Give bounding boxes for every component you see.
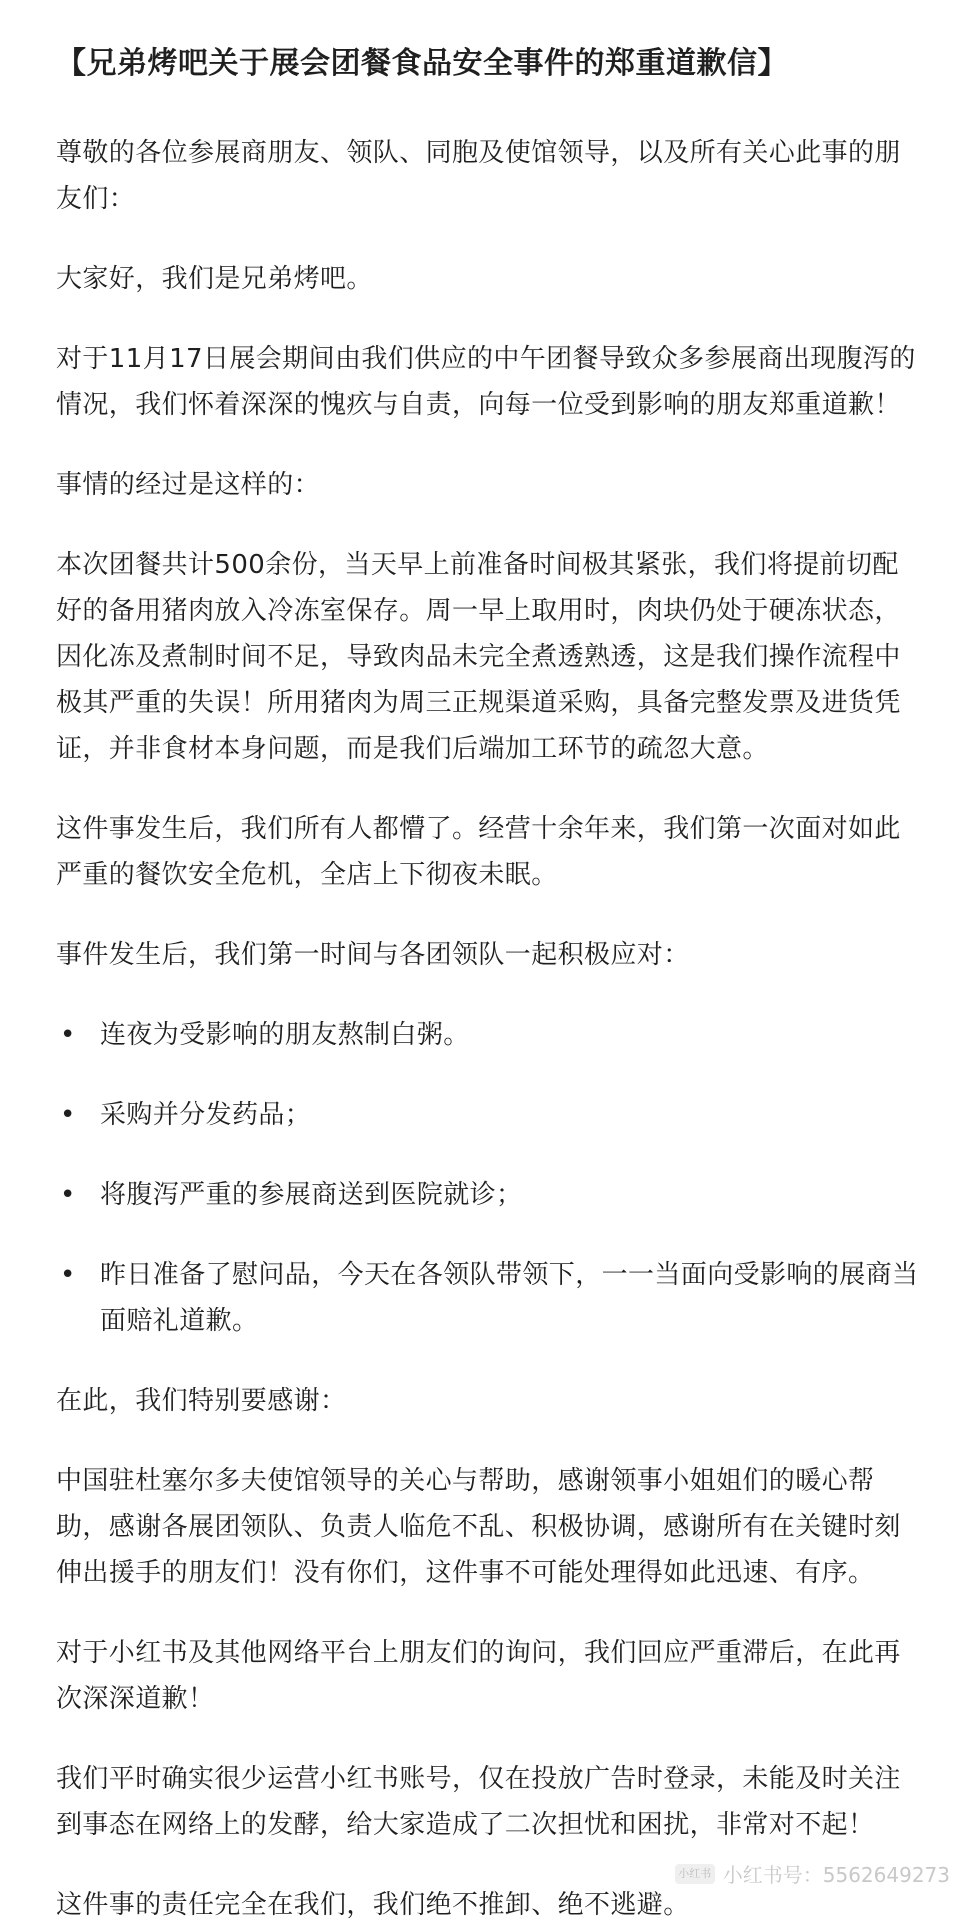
watermark — [675, 1859, 950, 1888]
incident-detail-paragraph: 本次团餐共计500余份，当天早上前准备时间极其紧张，我们将提前切配好的备用猪肉放入冷冻室保存。周一早上取用时，肉块仍处于硬冻状态，因化冻及煮制时间不足，导致肉品未完全煮透熟透，这是我们操作流程中极其严重的失误！所用猪肉为周三正规渠道采购，具备完整发票及进货凭证，并非食材本身问题，而是我们后端加工环节的疏忽大意。 — [56, 550, 901, 764]
list-item-text: 采购并分发药品； — [100, 1100, 312, 1130]
bullet-marker: • — [60, 1100, 76, 1130]
incident-intro-paragraph: 事情的经过是这样的： — [56, 470, 321, 500]
aftermath-paragraph: 这件事发生后，我们所有人都懵了。经营十余年来，我们第一次面对如此严重的餐饮安全危机，全店上下彻夜未眠。 — [56, 814, 901, 890]
responsibility-paragraph: 这件事的责任完全在我们，我们绝不推卸、绝不逃避。 — [56, 1890, 690, 1920]
list-item — [56, 1092, 920, 1138]
bullet-marker: • — [60, 1020, 76, 1050]
xiaohongshu-logo-icon: 小红书 — [675, 1864, 715, 1884]
list-item — [56, 1172, 920, 1218]
thanks-paragraph: 中国驻杜塞尔多夫使馆领导的关心与帮助，感谢领事小姐姐们的暖心帮助，感谢各展团领队、负责人临危不乱、积极协调，感谢所有在关键时刻伸出援手的朋友们！没有你们，这件事不可能处理得如此迅速、有序。 — [56, 1466, 901, 1588]
list-item-text: 昨日准备了慰问品，今天在各领队带领下，一一当面向受影响的展商当面赔礼道歉。 — [100, 1260, 919, 1336]
thanks-intro-paragraph: 在此，我们特别要感谢： — [56, 1386, 347, 1416]
apology-paragraph: 对于11月17日展会期间由我们供应的中午团餐导致众多参展商出现腹泻的情况，我们怀着深深的愧疚与自责，向每一位受到影响的朋友郑重道歉！ — [56, 344, 916, 420]
list-item-text: 将腹泻严重的参展商送到医院就诊； — [100, 1180, 523, 1210]
bullet-marker: • — [60, 1260, 76, 1290]
salutation-paragraph: 尊敬的各位参展商朋友、领队、同胞及使馆领导，以及所有关心此事的朋友们： — [56, 138, 901, 214]
response-intro-paragraph: 事件发生后，我们第一时间与各团领队一起积极应对： — [56, 940, 690, 970]
greeting-paragraph: 大家好，我们是兄弟烤吧。 — [56, 264, 373, 294]
watermark-text: 小红书号：5562649273 — [722, 1863, 950, 1887]
account-explanation-paragraph: 我们平时确实很少运营小红书账号，仅在投放广告时登录，未能及时关注到事态在网络上的发酵，给大家造成了二次担忧和困扰，非常对不起！ — [56, 1764, 901, 1840]
list-item-text: 连夜为受影响的朋友熬制白粥。 — [100, 1020, 470, 1050]
online-apology-paragraph: 对于小红书及其他网络平台上朋友们的询问，我们回应严重滞后，在此再次深深道歉！ — [56, 1638, 901, 1714]
list-item — [56, 1012, 920, 1058]
bullet-marker: • — [60, 1180, 76, 1210]
list-item — [56, 1252, 920, 1344]
letter-title: 【兄弟烤吧关于展会团餐食品安全事件的郑重道歉信】 — [56, 46, 788, 81]
